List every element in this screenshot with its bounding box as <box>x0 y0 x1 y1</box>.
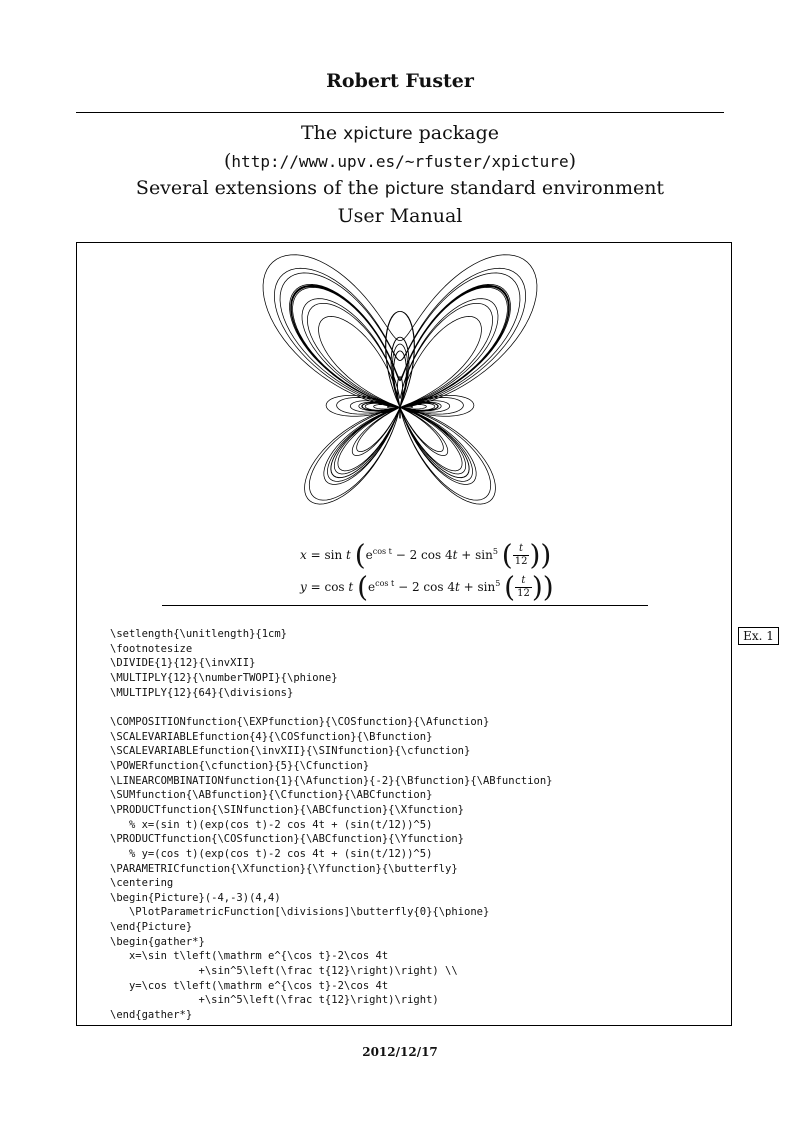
separator-rule <box>162 605 648 606</box>
butterfly-curve <box>263 255 537 504</box>
author-name: Robert Fuster <box>326 70 474 92</box>
equation-x: x = sin t ($e^{cos t} - 2$ $\cos 4t + \sin^5$ ( $\frac{t}{12}$ )) <box>300 538 552 572</box>
title-line-3: Several extensions of the picture standard environment <box>135 177 665 199</box>
equation-y: y = cos t ($e^{cos t} - 2$ $\cos 4t + \sin^5$ ( $\frac{t}{12}$ )) <box>300 570 554 604</box>
parametric-equations <box>300 536 554 604</box>
title-line-1: The xpicture package <box>300 122 500 144</box>
latex-source-code: \setlength{\unitlength}{1cm} \footnotesize \DIVIDE{1}{12}{\invXII} \MULTIPLY{12}{\numberTWOPI}{\phione} \MULTIPLY{12}{64}{\divisions} \COMPOSITIONfunction{\EXPfunction}{\COSfunction}{\Afunction} \SCALEVARIABLEfunction{4}{\COSfunction}{\Bfunction} \SCALEVARIABLEfunction{\invXII}{\SINfunction}{\cfunction} \POWERfunction{\cfunction}{5}{\Cfunction} \LINEARCOMBINATIONfunction{1}{\Afunction}{-2}{\Bfunction}{\ABfunction} \SUMfunction{\ABfunction}{\Cfunction}{\ABCfunction} \PRODUCTfunction{\SINfunction}{\ABCfunction}{\Xfunction} % x=(sin t)(exp(cos t)-2 cos 4t + (sin(t/12))^5) \PRODUCTfunction{\COSfunction}{\ABCfunction}{\Yfunction} % y=(cos t)(exp(cos t)-2 cos 4t + (sin(t/12))^5) \PARAMETRICfunction{\Xfunction}{\Yfunction}{\butterfly} \centering \begin{Picture}(-4,-3)(4,4) \PlotParametricFunction[\divisions]\butterfly{0}{\phione} \end{Picture} \begin{gather*} x=\sin t\left(\mathrm e^{\cos t}-2\cos 4t +\sin^5\left(\frac t{12}\right)\right) \\ y=\cos t\left(\mathrm e^{\cos t}-2\cos 4t +\sin^5\left(\frac t{12}\right)\right) \end{gather*} <box>110 628 553 1022</box>
butterfly-curve-plot <box>250 252 550 524</box>
footer-date: 2012/12/17 <box>362 1045 438 1059</box>
title-block <box>0 120 800 230</box>
title-line-4: User Manual <box>337 205 463 227</box>
environment-name: picture <box>384 179 445 199</box>
title-url-line: (http://www.upv.es/~rfuster/xpicture) <box>224 150 576 172</box>
fraction: $\frac{t}{12}$ <box>517 575 530 599</box>
header-rule <box>76 112 724 113</box>
package-url[interactable]: http://www.upv.es/~rfuster/xpicture <box>231 152 569 171</box>
example-number-label: Ex. 1 <box>738 627 779 645</box>
package-name: xpicture <box>343 124 413 144</box>
fraction: $\frac{t}{12}$ <box>514 543 528 567</box>
